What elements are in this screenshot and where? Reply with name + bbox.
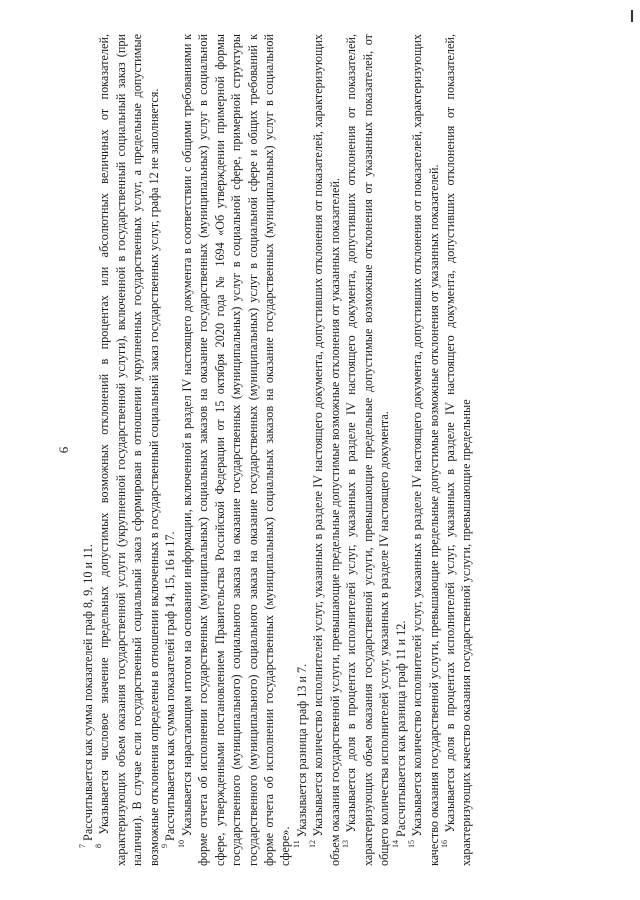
footnote-14 (390, 34, 409, 866)
rotated-page-content (50, 34, 590, 866)
footnote-text: Рассчитывается как разница граф 11 и 12. (393, 620, 408, 837)
footnote-text: Указывается числовое значение предельных допустимых возможных отклонений в процентах или абсолютных величинах от показателей, характеризующих объем оказания государственной услуги (укрупненной государственной услуги), включенной в государственный социальный заказ (при наличии). В случае если государственный социальный заказ сформирован в отношении укрупненных государственных услуг, а предельные допустимые возможные отклонения определены в отношении включенных в государственный социальный заказ государственных услуг, графа 12 не заполняется. (97, 33, 161, 866)
footnote-mark: 8 (94, 844, 104, 848)
footnote-8 (96, 34, 162, 866)
footnote-mark: 16 (439, 840, 449, 848)
footnote-text: Рассчитывается как сумма показателей граф 8, 9, 10 и 11. (81, 544, 95, 841)
footnote-16 (439, 34, 475, 866)
footnote-mark: 12 (308, 840, 318, 848)
footnote-text: Указывается количество исполнителей услуг, указанных в разделе IV настоящего документа, допустивших отклонения от показателей, характеризующих качество оказания государственной услуги, превышающие предельные допустимые возможные отклонения от указанных показателей. (410, 34, 441, 866)
scan-edge-mark (631, 10, 633, 22)
footnote-mark: 9 (160, 844, 170, 848)
footnote-text: Указывается количество исполнителей услуг, указанных в разделе IV настоящего документа, допустивших отклонения от показателей, характеризующих объем оказания государственной услуги, превышающие предельные допустимые возможные отклонения от указанных показателей. (311, 34, 342, 866)
page-number: 6 (56, 446, 71, 454)
footnotes-list (77, 33, 475, 866)
footnote-10 (176, 34, 294, 866)
footnote-mark: 7 (77, 844, 87, 848)
footnote-text: Рассчитывается как сумма показателей граф 14, 15, 16 и 17. (163, 531, 178, 841)
footnote-mark: 13 (341, 840, 351, 848)
footnote-7 (77, 34, 96, 866)
footnote-mark: 15 (407, 840, 416, 848)
footnote-mark: 11 (291, 840, 301, 848)
footnote-13 (343, 34, 392, 866)
footnote-15 (409, 34, 442, 866)
footnote-text: Указывается доля в процентах исполнителей услуг, указанных в разделе IV настоящего документа, допустивших отклонения от показателей, характеризующих объем оказания государственной услуги, превышающие предельные допустимые возможные отклонения от указанных показателей, от общего количества исполнителей услуг, указанных в разделе IV настоящего документа. (344, 34, 392, 866)
footnote-text: Указывается доля в процентах исполнителей услуг, указанных в разделе IV настоящего документа, допустивших отклонения от показателей, характеризующих качество оказания государственной услуги, превышающие предельные (442, 34, 474, 866)
footnote-9 (162, 34, 178, 866)
footnote-text: Указывается разница граф 13 и 7. (294, 663, 309, 838)
footnote-12 (310, 34, 343, 866)
footnote-11 (291, 34, 310, 866)
footnote-text: Указывается нарастающим итогом на основании информации, включенной в раздел IV настоящего документа в соответствии с общими требованиями к форме отчета об исполнении государственных (муниципальных) социальных заказов на оказание государственных (муниципальных) услуг в социальной сфере, утвержденными постановлением Правительства Российской Федерации от 15 октября 2020 года № 1694 «Об утверждении примерной формы государственного (муниципального) социального заказа на оказание государственных (муниципальных) услуг в социальной сфере, примерной структуры государственного (муниципального) социального заказа на оказание государственных (муниципальных) услуг в социальной сфере и общих требований к форме отчета об исполнении государственных (муниципальных) социальных заказов на оказание государственных (муниципальных) услуг в социальной сфере». (179, 34, 293, 866)
footnote-mark: 14 (390, 840, 400, 848)
footnote-mark: 10 (176, 840, 186, 848)
